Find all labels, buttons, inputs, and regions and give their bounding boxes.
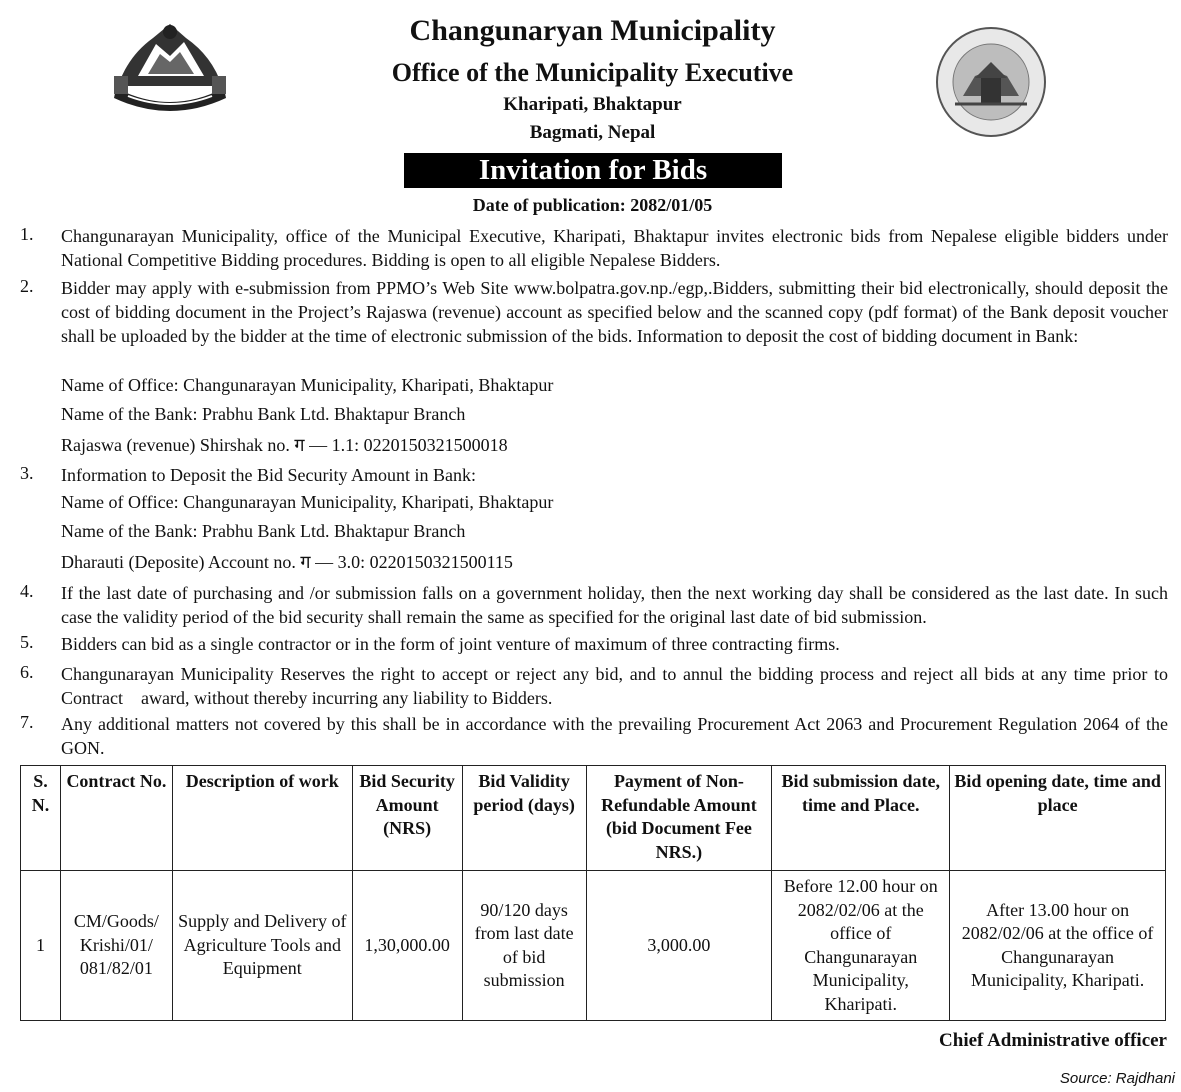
column-header: Payment of Non-Refundable Amount (bid Document Fee NRS.) <box>586 766 772 871</box>
invitation-banner: Invitation for Bids <box>404 153 782 188</box>
publication-date: Date of publication: 2082/01/05 <box>472 195 713 215</box>
item-text: Bidder may apply with e-submission from PPMO’s Web Site www.bolpatra.gov.np./egp,.Bidders, submitting their bid electronically, should deposit the cost of bidding document in the Project’s Rajaswa (revenue) account as specified below and the scanned copy (pdf format) of the Bank deposit voucher shall be uploaded by the bidder at the time of electronic submission of the bids. Information to deposit the cost of bidding document in Bank: <box>61 278 1168 346</box>
opening-cell: After 13.00 hour on 2082/02/06 at the office of Changunarayan Municipality, Kharipati. <box>950 871 1166 1021</box>
document-fee-cell: 3,000.00 <box>586 871 772 1021</box>
office-name-line: Name of Office: Changunarayan Municipality, Kharipati, Bhaktapur <box>61 492 554 512</box>
item-number: 3. <box>20 463 34 483</box>
revenue-account-line: Rajaswa (revenue) Shirshak no. ग — 1.1: 0220150321500018 <box>61 435 508 455</box>
column-header: Bid Validity period (days) <box>462 766 586 871</box>
nepal-coat-of-arms-icon <box>108 16 232 120</box>
address-line-2: Bagmati, Nepal <box>529 122 656 143</box>
signatory: Chief Administrative officer <box>939 1030 1167 1051</box>
office-name-line: Name of Office: Changunarayan Municipality, Kharipati, Bhaktapur <box>61 375 554 395</box>
column-header: S. N. <box>21 766 61 871</box>
item-number: 5. <box>20 632 34 652</box>
column-header: Contract No. <box>60 766 172 871</box>
bank-name-line: Name of the Bank: Prabhu Bank Ltd. Bhaktapur Branch <box>61 404 466 424</box>
table-header-row <box>21 766 1166 871</box>
office-subtitle: Office of the Municipality Executive <box>391 58 794 87</box>
bid-security-cell: 1,30,000.00 <box>352 871 462 1021</box>
column-header: Bid submission date, time and Place. <box>772 766 950 871</box>
submission-cell: Before 12.00 hour on 2082/02/06 at the office of Changunarayan Municipality, Kharipati. <box>772 871 950 1021</box>
item-number: 2. <box>20 276 34 296</box>
bid-validity-cell: 90/120 days from last date of bid submission <box>462 871 586 1021</box>
item-text: Any additional matters not covered by this shall be in accordance with the prevailing Procurement Act 2063 and Procurement Regulation 2064 of the GON. <box>61 714 1168 758</box>
column-header: Bid opening date, time and place <box>950 766 1166 871</box>
item-text: Bidders can bid as a single contractor or in the form of joint venture of maximum of three contracting firms. <box>61 634 840 654</box>
municipality-seal-icon <box>935 26 1047 138</box>
column-header: Bid Security Amount (NRS) <box>352 766 462 871</box>
bank-name-line: Name of the Bank: Prabhu Bank Ltd. Bhaktapur Branch <box>61 521 466 541</box>
item-text: If the last date of purchasing and /or submission falls on a government holiday, then the next working day shall be considered as the last date. In such case the validity period of the bid security shall remain the same as specified for the original last date of bid submission. <box>61 583 1168 627</box>
address-line-1: Kharipati, Bhaktapur <box>503 94 682 115</box>
bids-table <box>20 765 1166 1021</box>
item-number: 4. <box>20 581 34 601</box>
serial-number-cell: 1 <box>21 871 61 1021</box>
item-number: 1. <box>20 224 34 244</box>
contract-no-cell: CM/Goods/ Krishi/01/ 081/82/01 <box>60 871 172 1021</box>
deposit-account-line: Dharauti (Deposite) Account no. ग — 3.0: 0220150321500115 <box>61 552 513 572</box>
page-title: Changunaryan Municipality <box>409 14 776 47</box>
item-number: 6. <box>20 662 34 682</box>
item-text: Changunarayan Municipality Reserves the right to accept or reject any bid, and to annul the bidding process and reject all bids at any time prior to Contract award, without thereby incurring any liability to Bidders. <box>61 664 1173 708</box>
source-credit: Source: Rajdhani <box>1059 1070 1175 1087</box>
column-header: Description of work <box>172 766 352 871</box>
item-number: 7. <box>20 712 34 732</box>
table-row <box>21 871 1166 1021</box>
item-text: Changunarayan Municipality, office of the Municipal Executive, Kharipati, Bhaktapur invites electronic bids from Nepalese eligible bidders under National Competitive Bidding procedures. Bidding is open to all eligible Nepalese Bidders. <box>61 226 1168 270</box>
description-cell: Supply and Delivery of Agriculture Tools and Equipment <box>172 871 352 1021</box>
item-text: Information to Deposit the Bid Security Amount in Bank: <box>61 465 476 485</box>
